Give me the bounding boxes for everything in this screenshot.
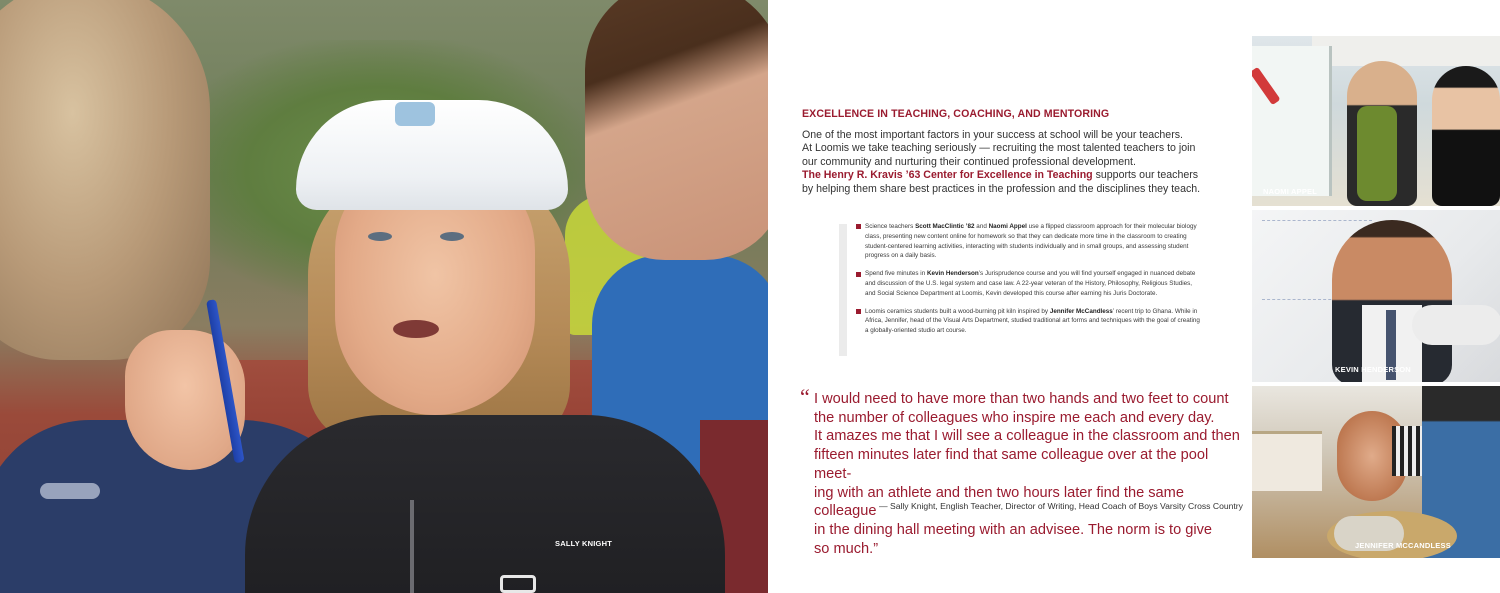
pointing-arm [1412,305,1500,345]
photo-caption: JENNIFER MCCANDLESS [1355,541,1451,550]
photo-jennifer-mccandless [1252,386,1500,558]
bullet-text: Science teachers [865,223,916,230]
intro-line: One of the most important factors in your success at school will be your teachers. [802,129,1183,141]
bullet-name: Kevin Henderson [926,270,979,278]
list-item [856,269,1201,298]
bullet-text: use a flipped classroom approach for their molecular biology class, presenting new content online for homework so that they can dedicate more time in the classroom to creating student-centered learning activities, interacting with students individually and in small groups, and assessing student progress on a daily basis. [865,223,1197,260]
bullet-text: Spend five minutes in [865,270,927,278]
bullet-square-icon [856,309,861,314]
list-item [856,307,1201,336]
photo-caption: KEVIN HENDERSON [1335,365,1411,374]
bullet-name: Jennifer McCandless [1049,307,1113,315]
man-head [585,0,768,260]
right-eye [440,232,464,241]
pull-quote [814,390,1244,558]
quote-line: It amazes me that I will see a colleague in the classroom and then [814,428,1240,445]
kravis-center-link[interactable]: The Henry R. Kravis ’63 Center for Excellence in Teaching [802,169,1093,182]
green-scarf [1357,106,1397,201]
bullet-text: and [974,223,989,230]
intro-line: At Loomis we take teaching seriously — recruiting the most talented teachers to join [802,142,1196,155]
bullet-text: ’ recent trip to Ghana. While in Africa, Jennifer, head of the Visual Arts Department, studied traditional art forms and techniques with the goal of creating a globally-oriented studio art course. [865,307,1200,335]
intro-line: our community and nurturing their continued professional development. [802,155,1136,168]
pottery-shelf [1252,431,1322,491]
black-jacket [245,415,725,593]
ceiling [1312,36,1500,66]
bullet-square-icon [856,272,861,277]
intro-line [802,169,1242,182]
quote-open-mark: “ [800,384,810,409]
section-heading: EXCELLENCE IN TEACHING, COACHING, AND MENTORING [802,108,1110,120]
quote-line: so much.” [814,540,879,557]
photo-naomi-appel [1252,36,1500,206]
intro-line-tail: supports our teachers [1092,169,1199,182]
jacket-zipper [410,500,414,593]
whiteboard [1252,46,1332,196]
left-eye [368,232,392,241]
intro-line: by helping them share best practices in the profession and the disciplines they teach. [802,182,1201,195]
mouth [393,320,439,338]
bullet-name: Naomi Appel [988,223,1027,230]
list-item [856,222,1201,261]
jacket-logo [500,575,536,593]
photo-kevin-henderson [1252,210,1500,382]
quote-line: in the dining hall meeting with an advisee. The norm is to give [814,521,1213,538]
student-figure [1432,66,1500,206]
bullet-text: ’s Jurisprudence course and you will find yourself engaged in nuanced debate and discussion of the U.S. legal system and case law. A 22-year veteran of the History, Philosophy, Religious Studies, and Social Science Department at Loomis, Kevin developed this course after earning his Juris Doctorate. [865,270,1196,297]
bullet-square-icon [856,224,861,229]
quote-line: fifteen minutes later find that same colleague over at the pool meet- [814,447,1209,482]
foreground-person-head [0,0,210,360]
quote-attribution: — Sally Knight, English Teacher, Director of Writing, Head Coach of Boys Varsity Cross Country [879,501,1243,511]
bullet-name: Scott MacClintic ’82 [915,223,975,230]
quote-line: I would need to have more than two hands and two feet to count [814,391,1229,407]
cap-logo [395,102,435,126]
photo-caption: NAOMI APPEL [1263,187,1318,196]
intro-paragraph [802,129,1242,196]
quote-line: the number of colleagues who inspire me each and every day. [814,409,1215,426]
main-photo-caption: SALLY KNIGHT [555,539,612,548]
bullet-text: Loomis ceramics students built a wood-burning pit kiln inspired by [865,307,1050,315]
bullet-side-bar [839,224,847,356]
quote-line: ing with an athlete and then two hours later find the same colleague [814,484,1184,520]
bullet-list [856,222,1201,344]
shirt-logo [40,483,100,499]
